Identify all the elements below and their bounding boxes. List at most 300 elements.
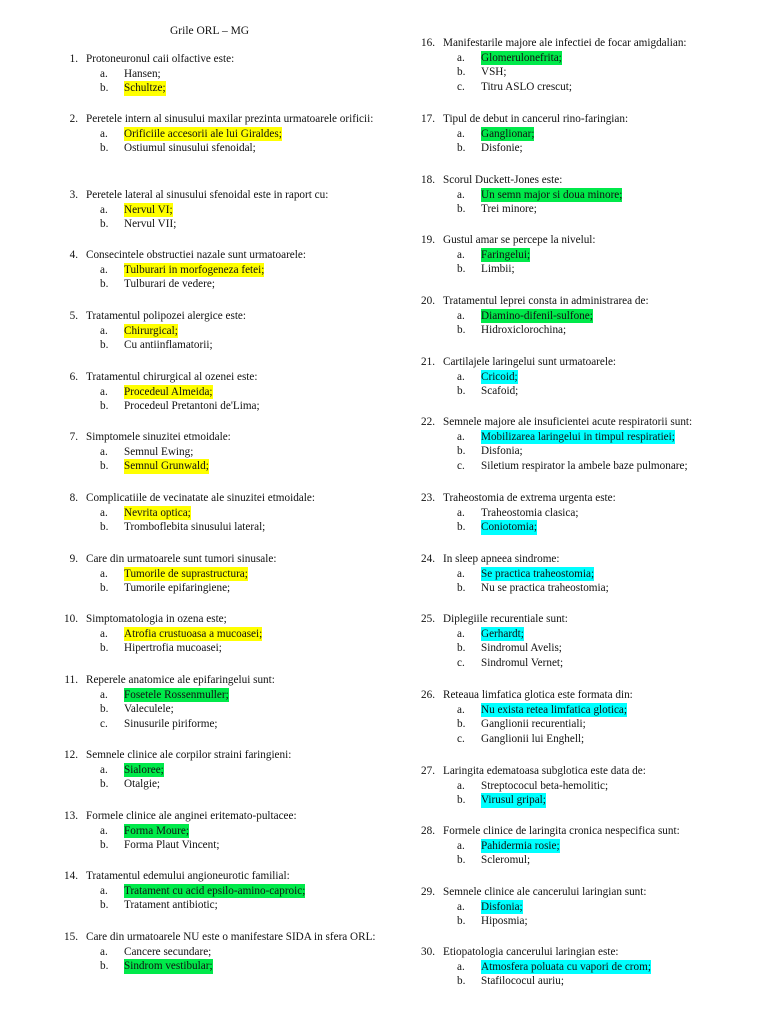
question-text: Tratamentul polipozei alergice este:: [86, 310, 246, 322]
question-line: [413, 355, 753, 370]
highlighted-answer-text: Orificiile accesorii ale lui Giraldes;: [124, 127, 282, 140]
answer-text: Tratament antibiotic;: [124, 899, 218, 912]
answer-option: [457, 960, 753, 975]
answer-letter: b.: [457, 915, 466, 928]
answer-option: [457, 430, 753, 445]
question-number: 23.: [421, 492, 435, 504]
answer-letter: b.: [457, 582, 466, 595]
question-line: [56, 552, 401, 567]
answer-option: [457, 732, 753, 747]
answer-option: [457, 900, 753, 915]
answer-letter: b.: [100, 521, 109, 534]
answer-option: [100, 385, 401, 400]
question-text: Traheostomia de extrema urgenta este:: [443, 492, 616, 504]
answer-option: [457, 202, 753, 217]
question-number: 10.: [64, 613, 78, 625]
highlighted-answer-text: Atmosfera poluata cu vapori de crom;: [481, 960, 651, 973]
answer-option: [457, 51, 753, 66]
question-7: [56, 430, 401, 474]
question-text: Gustul amar se percepe la nivelul:: [443, 234, 596, 246]
answer-text: Scleromul;: [481, 854, 531, 867]
answer-letter: a.: [100, 945, 108, 958]
answer-letter: b.: [457, 521, 466, 534]
answer-letter: a.: [100, 127, 108, 140]
answer-option: [100, 581, 401, 596]
highlighted-answer-text: Se practica traheostomia;: [481, 567, 595, 580]
highlighted-answer-text: Glomerulonefrita;: [481, 51, 562, 64]
answer-option: [100, 217, 401, 232]
answer-letter: a.: [457, 567, 465, 580]
highlighted-answer-text: Nevrita optica;: [124, 506, 191, 519]
answer-letter: b.: [100, 218, 109, 231]
question-number: 3.: [69, 189, 78, 201]
question-25: [413, 612, 753, 670]
answer-option: [457, 853, 753, 868]
answer-text: Titru ASLO crescut;: [481, 80, 572, 93]
answer-letter: a.: [457, 430, 465, 443]
answer-text: Limbii;: [481, 263, 515, 276]
highlighted-answer-text: Mobilizarea laringelui in timpul respiratiei;: [481, 430, 675, 443]
question-text: Care din urmatoarele sunt tumori sinusale:: [86, 553, 277, 565]
answer-text: Ganglionii recurentiali;: [481, 718, 586, 731]
question-number: 14.: [64, 870, 78, 882]
answer-letter: b.: [457, 854, 466, 867]
answer-letter: a.: [100, 688, 108, 701]
question-text: Scorul Duckett-Jones este:: [443, 174, 563, 186]
answer-text: Scafoid;: [481, 385, 519, 398]
answer-option: [457, 641, 753, 656]
question-text: Reperele anatomice ale epifaringelui sunt:: [86, 674, 275, 686]
question-15: [56, 930, 401, 974]
highlighted-answer-text: Sindrom vestibular;: [124, 960, 213, 973]
answer-text: Forma Plaut Vincent;: [124, 839, 220, 852]
question-text: In sleep apneea sindrome:: [443, 553, 560, 565]
question-24: [413, 552, 753, 596]
answer-option: [457, 444, 753, 459]
question-number: 2.: [69, 113, 78, 125]
answer-letter: a.: [457, 309, 465, 322]
question-17: [413, 112, 753, 156]
answer-text: Sinusurile piriforme;: [124, 717, 218, 730]
answer-option: [100, 945, 401, 960]
answer-letter: b.: [100, 142, 109, 155]
question-number: 11.: [64, 674, 78, 686]
answer-option: [100, 824, 401, 839]
question-number: 25.: [421, 613, 435, 625]
answer-letter: b.: [100, 278, 109, 291]
answer-letter: b.: [457, 66, 466, 79]
answer-letter: b.: [457, 445, 466, 458]
question-20: [413, 294, 753, 338]
answer-letter: a.: [100, 324, 108, 337]
answer-letter: c.: [457, 656, 465, 669]
answer-text: Ostiumul sinusului sfenoidal;: [124, 142, 256, 155]
question-line: [413, 173, 753, 188]
answer-letter: a.: [457, 960, 465, 973]
answer-text: Siletium respirator la ambele baze pulmonare;: [481, 459, 688, 472]
answer-letter: c.: [457, 80, 465, 93]
question-8: [56, 491, 401, 535]
question-text: Semnele clinice ale cancerului laringian sunt:: [443, 886, 647, 898]
answer-letter: a.: [100, 263, 108, 276]
question-27: [413, 764, 753, 808]
question-line: [413, 294, 753, 309]
answer-letter: b.: [100, 703, 109, 716]
answer-letter: a.: [100, 203, 108, 216]
answer-option: [100, 688, 401, 703]
answer-letter: b.: [100, 899, 109, 912]
answer-letter: c.: [100, 717, 108, 730]
highlighted-answer-text: Procedeul Almeida;: [124, 385, 213, 398]
question-text: Diplegiile recurentiale sunt:: [443, 613, 568, 625]
answer-option: [457, 779, 753, 794]
answer-letter: a.: [457, 248, 465, 261]
answer-letter: a.: [100, 67, 108, 80]
highlighted-answer-text: Tulburari in morfogeneza fetei;: [124, 263, 265, 276]
answer-option: [100, 324, 401, 339]
answer-letter: c.: [457, 459, 465, 472]
question-text: Complicatiile de vecinatate ale sinuzitei etmoidale:: [86, 492, 315, 504]
answer-letter: a.: [457, 506, 465, 519]
question-line: [413, 824, 753, 839]
question-line: [56, 248, 401, 263]
answer-letter: b.: [457, 263, 466, 276]
question-11: [56, 673, 401, 731]
answer-option: [457, 581, 753, 596]
answer-text: Otalgie;: [124, 778, 161, 791]
question-line: [56, 673, 401, 688]
highlighted-answer-text: Fosetele Rossenmuller;: [124, 688, 229, 701]
answer-option: [100, 520, 401, 535]
highlighted-answer-text: Cricoid;: [481, 370, 518, 383]
question-16: [413, 36, 753, 94]
highlighted-answer-text: Nu exista retea limfatica glotica;: [481, 703, 627, 716]
question-line: [56, 188, 401, 203]
question-28: [413, 824, 753, 868]
highlighted-answer-text: Semnul Grunwald;: [124, 460, 209, 473]
question-line: [413, 36, 753, 51]
question-number: 15.: [64, 931, 78, 943]
answer-option: [100, 641, 401, 656]
question-text: Consecintele obstructiei nazale sunt urmatoarele:: [86, 249, 306, 261]
answer-text: Sindromul Avelis;: [481, 642, 562, 655]
question-2: [56, 112, 401, 156]
question-line: [413, 415, 753, 430]
question-12: [56, 748, 401, 792]
question-text: Peretele lateral al sinusului sfenoidal este in raport cu:: [86, 189, 329, 201]
question-line: [413, 764, 753, 779]
answer-option: [100, 81, 401, 96]
question-number: 4.: [69, 249, 78, 261]
question-line: [56, 930, 401, 945]
question-line: [413, 552, 753, 567]
answer-option: [457, 567, 753, 582]
question-30: [413, 945, 753, 989]
answer-letter: b.: [100, 839, 109, 852]
answer-text: Cu antiinflamatorii;: [124, 339, 213, 352]
highlighted-answer-text: Chirurgical;: [124, 324, 178, 337]
answer-option: [100, 898, 401, 913]
answer-option: [457, 459, 753, 474]
answer-text: Cancere secundare;: [124, 945, 212, 958]
answer-letter: b.: [100, 82, 109, 95]
answer-option: [457, 627, 753, 642]
answer-option: [457, 127, 753, 142]
question-text: Simptomele sinuzitei etmoidale:: [86, 431, 231, 443]
answer-letter: b.: [100, 400, 109, 413]
question-text: Formele clinice de laringita cronica nespecifica sunt:: [443, 825, 680, 837]
answer-option: [457, 506, 753, 521]
answer-letter: b.: [100, 642, 109, 655]
question-number: 17.: [421, 113, 435, 125]
highlighted-answer-text: Diamino-difenil-sulfone;: [481, 309, 593, 322]
question-text: Reteaua limfatica glotica este formata din:: [443, 689, 633, 701]
answer-option: [100, 763, 401, 778]
answer-letter: b.: [100, 582, 109, 595]
highlighted-answer-text: Virusul gripal;: [481, 794, 546, 807]
answer-option: [100, 263, 401, 278]
answer-letter: b.: [457, 718, 466, 731]
answer-option: [457, 248, 753, 263]
question-line: [56, 112, 401, 127]
answer-letter: a.: [100, 884, 108, 897]
answer-text: Nu se practica traheostomia;: [481, 582, 609, 595]
answer-letter: a.: [100, 627, 108, 640]
answer-letter: c.: [457, 732, 465, 745]
answer-option: [100, 127, 401, 142]
question-line: [56, 809, 401, 824]
highlighted-answer-text: Disfonia;: [481, 900, 523, 913]
question-5: [56, 309, 401, 353]
highlighted-answer-text: Tratament cu acid epsilo-amino-caproic;: [124, 884, 306, 897]
answer-option: [100, 203, 401, 218]
question-number: 9.: [69, 553, 78, 565]
answer-letter: a.: [457, 370, 465, 383]
answer-letter: a.: [457, 703, 465, 716]
question-3: [56, 188, 401, 232]
answer-option: [100, 567, 401, 582]
answer-option: [457, 65, 753, 80]
question-text: Tratamentul chirurgical al ozenei este:: [86, 371, 258, 383]
question-number: 29.: [421, 886, 435, 898]
question-line: [413, 112, 753, 127]
answer-option: [100, 627, 401, 642]
question-text: Laringita edematoasa subglotica este data de:: [443, 765, 646, 777]
answer-text: Nervul VII;: [124, 218, 177, 231]
answer-option: [100, 777, 401, 792]
highlighted-answer-text: Ganglionar;: [481, 127, 535, 140]
question-line: [56, 869, 401, 884]
answer-option: [100, 702, 401, 717]
highlighted-answer-text: Faringelui;: [481, 248, 531, 261]
question-text: Peretele intern al sinusului maxilar prezinta urmatoarele orificii:: [86, 113, 374, 125]
answer-option: [457, 839, 753, 854]
question-19: [413, 233, 753, 277]
highlighted-answer-text: Nervul VI;: [124, 203, 173, 216]
highlighted-answer-text: Gerhardt;: [481, 627, 524, 640]
question-text: Tratamentul leprei consta in administrarea de:: [443, 295, 649, 307]
answer-letter: a.: [100, 763, 108, 776]
question-number: 6.: [69, 371, 78, 383]
answer-text: Hiposmia;: [481, 915, 528, 928]
answer-letter: a.: [457, 188, 465, 201]
question-text: Etiopatologia cancerului laringian este:: [443, 946, 619, 958]
answer-letter: a.: [457, 627, 465, 640]
answer-letter: b.: [457, 794, 466, 807]
question-text: Care din urmatoarele NU este o manifestare SIDA in sfera ORL:: [86, 931, 376, 943]
question-line: [413, 945, 753, 960]
answer-letter: b.: [457, 385, 466, 398]
answer-letter: b.: [457, 975, 466, 988]
answer-option: [457, 974, 753, 989]
answer-option: [100, 717, 401, 732]
answer-option: [457, 370, 753, 385]
highlighted-answer-text: Atrofia crustuoasa a mucoasei;: [124, 627, 263, 640]
question-9: [56, 552, 401, 596]
page-title: Grile ORL – MG: [170, 25, 250, 37]
answer-option: [100, 459, 401, 474]
answer-option: [100, 67, 401, 82]
question-number: 19.: [421, 234, 435, 246]
question-4: [56, 248, 401, 292]
question-number: 26.: [421, 689, 435, 701]
answer-letter: b.: [100, 960, 109, 973]
answer-text: Procedeul Pretantoni de'Lima;: [124, 400, 260, 413]
answer-letter: a.: [100, 445, 108, 458]
answer-letter: b.: [100, 460, 109, 473]
question-number: 30.: [421, 946, 435, 958]
question-26: [413, 688, 753, 746]
answer-option: [457, 520, 753, 535]
answer-option: [100, 506, 401, 521]
question-text: Cartilajele laringelui sunt urmatoarele:: [443, 356, 617, 368]
question-line: [413, 612, 753, 627]
answer-option: [457, 717, 753, 732]
answer-text: Tulburari de vedere;: [124, 278, 215, 291]
question-line: [413, 233, 753, 248]
answer-letter: a.: [457, 839, 465, 852]
answer-option: [457, 262, 753, 277]
question-21: [413, 355, 753, 399]
answer-letter: a.: [457, 51, 465, 64]
question-number: 24.: [421, 553, 435, 565]
answer-text: Valeculele;: [124, 703, 174, 716]
answer-option: [457, 80, 753, 95]
highlighted-answer-text: Sialoree;: [124, 763, 164, 776]
question-number: 7.: [69, 431, 78, 443]
answer-text: Hansen;: [124, 67, 161, 80]
question-text: Tratamentul edemului angioneurotic familial:: [86, 870, 290, 882]
answer-text: Traheostomia clasica;: [481, 506, 579, 519]
answer-option: [457, 793, 753, 808]
answer-letter: a.: [100, 385, 108, 398]
question-line: [56, 612, 401, 627]
question-14: [56, 869, 401, 913]
question-text: Formele clinice ale anginei eritemato-pultacee:: [86, 810, 297, 822]
question-number: 16.: [421, 37, 435, 49]
answer-text: Trei minore;: [481, 203, 537, 216]
question-line: [413, 491, 753, 506]
question-text: Semnele majore ale insuficientei acute respiratorii sunt:: [443, 416, 693, 428]
question-text: Semnele clinice ale corpilor straini faringieni:: [86, 749, 292, 761]
question-29: [413, 885, 753, 929]
answer-text: VSH;: [481, 66, 507, 79]
question-number: 13.: [64, 810, 78, 822]
question-1: [56, 52, 401, 96]
answer-letter: a.: [457, 779, 465, 792]
question-line: [56, 430, 401, 445]
question-text: Tipul de debut in cancerul rino-faringian:: [443, 113, 629, 125]
question-line: [413, 885, 753, 900]
question-number: 20.: [421, 295, 435, 307]
answer-text: Hipertrofia mucoasei;: [124, 642, 222, 655]
answer-letter: b.: [100, 339, 109, 352]
highlighted-answer-text: Schultze;: [124, 82, 166, 95]
answer-letter: a.: [457, 900, 465, 913]
question-line: [56, 370, 401, 385]
answer-text: Semnul Ewing;: [124, 445, 194, 458]
answer-option: [457, 914, 753, 929]
answer-option: [100, 399, 401, 414]
question-line: [56, 748, 401, 763]
question-23: [413, 491, 753, 535]
question-line: [413, 688, 753, 703]
question-line: [56, 52, 401, 67]
question-6: [56, 370, 401, 414]
question-13: [56, 809, 401, 853]
answer-letter: b.: [457, 642, 466, 655]
answer-text: Streptococul beta-hemolitic;: [481, 779, 609, 792]
question-22: [413, 415, 753, 473]
answer-text: Sindromul Vernet;: [481, 656, 564, 669]
answer-option: [100, 141, 401, 156]
answer-text: Disfonie;: [481, 142, 523, 155]
question-number: 1.: [69, 53, 78, 65]
answer-text: Tumorile epifaringiene;: [124, 582, 231, 595]
answer-text: Stafilococul auriu;: [481, 975, 564, 988]
highlighted-answer-text: Un semn major si doua minore;: [481, 188, 623, 201]
question-text: Manifestarile majore ale infectiei de focar amigdalian:: [443, 37, 687, 49]
answer-option: [457, 188, 753, 203]
question-number: 12.: [64, 749, 78, 761]
answer-option: [457, 384, 753, 399]
question-text: Protoneuronul caii olfactive este:: [86, 53, 235, 65]
highlighted-answer-text: Forma Moure;: [124, 824, 189, 837]
answer-text: Tromboflebita sinusului lateral;: [124, 521, 266, 534]
question-10: [56, 612, 401, 656]
answer-option: [100, 959, 401, 974]
question-number: 28.: [421, 825, 435, 837]
answer-option: [457, 656, 753, 671]
answer-option: [100, 838, 401, 853]
answer-option: [457, 141, 753, 156]
question-number: 8.: [69, 492, 78, 504]
question-number: 21.: [421, 356, 435, 368]
answer-letter: b.: [457, 324, 466, 337]
highlighted-answer-text: Tumorile de suprastructura;: [124, 567, 248, 580]
question-line: [56, 491, 401, 506]
answer-letter: a.: [457, 127, 465, 140]
answer-text: Ganglionii lui Enghell;: [481, 732, 585, 745]
answer-option: [457, 703, 753, 718]
answer-option: [100, 338, 401, 353]
answer-text: Disfonia;: [481, 445, 523, 458]
answer-text: Hidroxiclorochina;: [481, 324, 567, 337]
highlighted-answer-text: Pahidermia rosie;: [481, 839, 560, 852]
answer-letter: a.: [100, 567, 108, 580]
answer-letter: a.: [100, 824, 108, 837]
question-number: 18.: [421, 174, 435, 186]
